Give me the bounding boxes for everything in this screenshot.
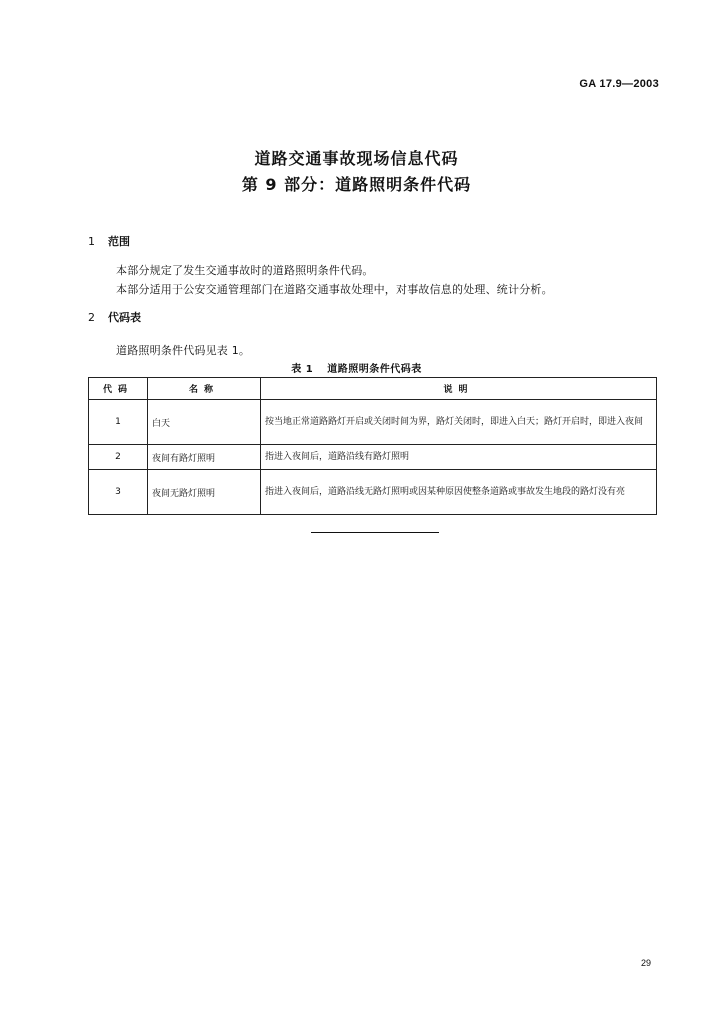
table-caption xyxy=(0,360,713,375)
table-header-row xyxy=(89,378,657,400)
cell-code: 2 xyxy=(89,445,148,470)
cell-name: 白天 xyxy=(148,400,261,445)
document-subtitle: 第 9 部分：道路照明条件代码 xyxy=(241,175,472,194)
table-caption-title: 道路照明条件代码表 xyxy=(327,364,422,375)
header-description: 说明 xyxy=(261,378,657,400)
section-number: 2 xyxy=(88,311,95,324)
section-heading-code-table xyxy=(88,309,141,325)
section-title: 代码表 xyxy=(108,311,141,324)
table-caption-number: 表 1 xyxy=(291,364,314,375)
document-title: 道路交通事故现场信息代码 xyxy=(254,149,459,168)
table-row xyxy=(89,470,657,515)
code-table-paragraph: 道路照明条件代码见表 1。 xyxy=(116,344,251,357)
section-number: 1 xyxy=(88,235,95,248)
section-heading-scope xyxy=(88,233,130,249)
scope-paragraph-2: 本部分适用于公安交通管理部门在道路交通事故处理中，对事故信息的处理、统计分析。 xyxy=(116,283,553,296)
standard-code: GA 17.9—2003 xyxy=(579,78,659,90)
header-code: 代码 xyxy=(89,378,148,400)
page-number: 29 xyxy=(640,958,651,968)
scope-paragraph-1: 本部分规定了发生交通事故时的道路照明条件代码。 xyxy=(116,264,374,277)
cell-description: 指进入夜间后，道路沿线有路灯照明 xyxy=(261,445,657,470)
cell-description: 按当地正常道路路灯开启或关闭时间为界，路灯关闭时，即进入白天；路灯开启时，即进入夜间 xyxy=(261,400,657,445)
table-row xyxy=(89,445,657,470)
cell-name: 夜间有路灯照明 xyxy=(148,445,261,470)
cell-description: 指进入夜间后，道路沿线无路灯照明或因某种原因使整条道路或事故发生地段的路灯没有亮 xyxy=(261,470,657,515)
header-name: 名称 xyxy=(148,378,261,400)
cell-name: 夜间无路灯照明 xyxy=(148,470,261,515)
end-of-document-rule xyxy=(311,532,439,533)
section-title: 范围 xyxy=(108,235,130,248)
cell-code: 1 xyxy=(89,400,148,445)
table-row xyxy=(89,400,657,445)
lighting-code-table xyxy=(88,377,657,515)
cell-code: 3 xyxy=(89,470,148,515)
